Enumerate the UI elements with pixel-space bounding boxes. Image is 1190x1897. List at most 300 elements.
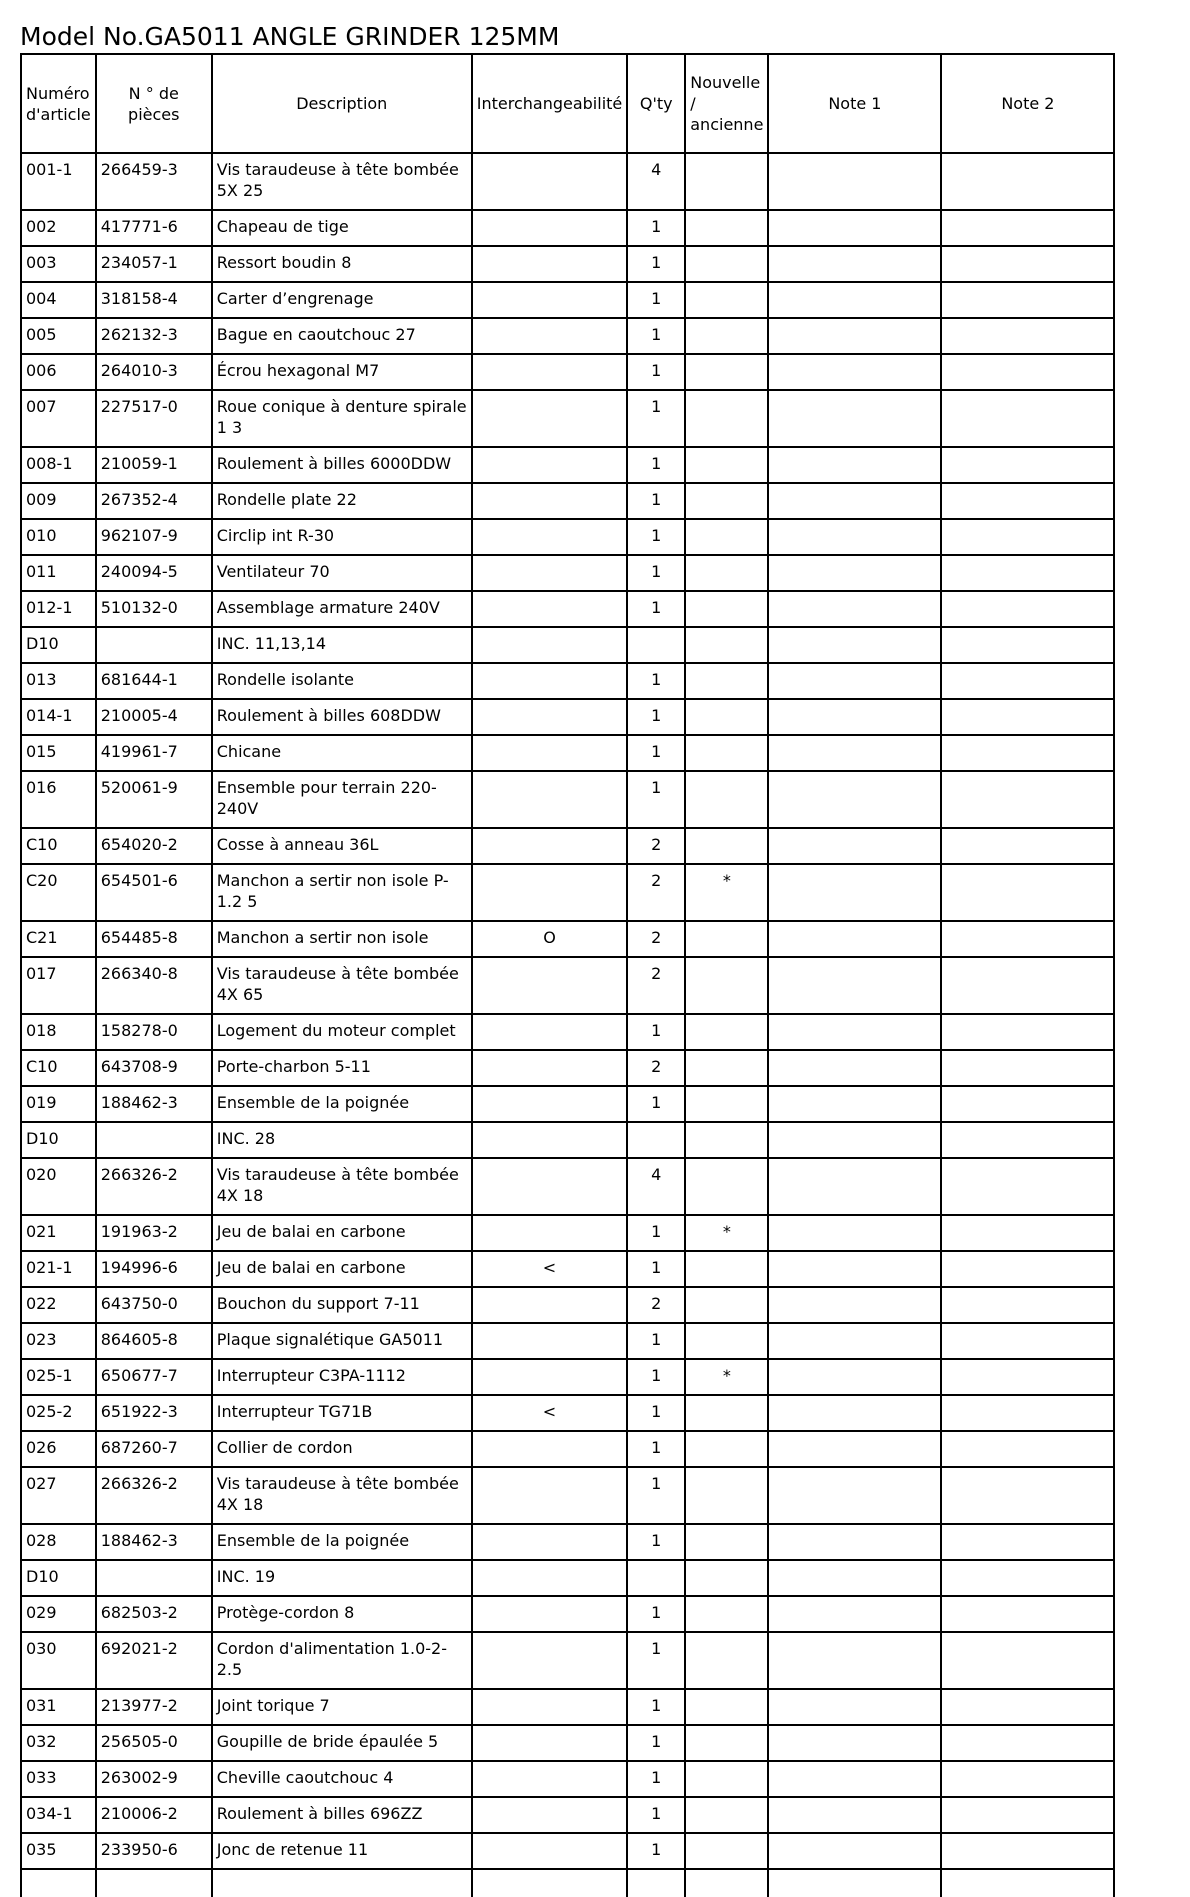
cell-empty xyxy=(768,1869,941,1897)
cell-note-1 xyxy=(768,1323,941,1359)
cell-new-old xyxy=(685,699,768,735)
cell-item-no: 025-1 xyxy=(21,1359,96,1395)
cell-part-no: 962107-9 xyxy=(96,519,212,555)
cell-part-no: 262132-3 xyxy=(96,318,212,354)
cell-part-no: 266326-2 xyxy=(96,1467,212,1524)
cell-note-2 xyxy=(941,1431,1114,1467)
cell-note-1 xyxy=(768,864,941,921)
cell-part-no: 651922-3 xyxy=(96,1395,212,1431)
cell-description: Ensemble de la poignée xyxy=(212,1524,472,1560)
cell-item-no: 005 xyxy=(21,318,96,354)
cell-empty xyxy=(627,1869,685,1897)
cell-new-old xyxy=(685,957,768,1014)
cell-description: Ressort boudin 8 xyxy=(212,246,472,282)
cell-interchangeability xyxy=(472,318,628,354)
cell-note-1 xyxy=(768,318,941,354)
cell-part-no: 188462-3 xyxy=(96,1524,212,1560)
cell-note-2 xyxy=(941,1086,1114,1122)
cell-interchangeability xyxy=(472,1086,628,1122)
cell-part-no: 654020-2 xyxy=(96,828,212,864)
cell-qty: 1 xyxy=(627,282,685,318)
cell-interchangeability xyxy=(472,1158,628,1215)
table-row xyxy=(21,1560,1114,1596)
cell-part-no: 264010-3 xyxy=(96,354,212,390)
cell-description: Roulement à billes 608DDW xyxy=(212,699,472,735)
cell-note-2 xyxy=(941,627,1114,663)
cell-note-1 xyxy=(768,1725,941,1761)
cell-item-no: 027 xyxy=(21,1467,96,1524)
cell-description: Écrou hexagonal M7 xyxy=(212,354,472,390)
cell-new-old xyxy=(685,483,768,519)
table-row xyxy=(21,627,1114,663)
cell-item-no: 028 xyxy=(21,1524,96,1560)
cell-qty: 1 xyxy=(627,1467,685,1524)
cell-new-old xyxy=(685,447,768,483)
cell-note-1 xyxy=(768,771,941,828)
cell-description: Ventilateur 70 xyxy=(212,555,472,591)
cell-part-no: 263002-9 xyxy=(96,1761,212,1797)
cell-note-1 xyxy=(768,921,941,957)
cell-part-no: 210005-4 xyxy=(96,699,212,735)
cell-note-1 xyxy=(768,735,941,771)
cell-note-1 xyxy=(768,591,941,627)
table-row xyxy=(21,771,1114,828)
cell-empty xyxy=(941,1869,1114,1897)
cell-description: Cheville caoutchouc 4 xyxy=(212,1761,472,1797)
cell-qty: 1 xyxy=(627,1833,685,1869)
table-row xyxy=(21,1524,1114,1560)
cell-note-2 xyxy=(941,390,1114,447)
cell-empty xyxy=(212,1869,472,1897)
cell-item-no: 006 xyxy=(21,354,96,390)
cell-interchangeability xyxy=(472,1122,628,1158)
cell-empty xyxy=(685,1869,768,1897)
cell-interchangeability xyxy=(472,957,628,1014)
cell-description: Porte-charbon 5-11 xyxy=(212,1050,472,1086)
cell-qty: 1 xyxy=(627,1761,685,1797)
cell-note-2 xyxy=(941,1014,1114,1050)
cell-item-no: 003 xyxy=(21,246,96,282)
cell-new-old xyxy=(685,1122,768,1158)
cell-qty: 2 xyxy=(627,828,685,864)
cell-interchangeability xyxy=(472,1215,628,1251)
table-row xyxy=(21,1467,1114,1524)
cell-note-1 xyxy=(768,663,941,699)
cell-note-2 xyxy=(941,1359,1114,1395)
cell-item-no: 018 xyxy=(21,1014,96,1050)
cell-new-old: * xyxy=(685,1215,768,1251)
cell-description: Manchon a sertir non isole P-1.2 5 xyxy=(212,864,472,921)
cell-new-old xyxy=(685,828,768,864)
cell-note-1 xyxy=(768,519,941,555)
cell-description: Jonc de retenue 11 xyxy=(212,1833,472,1869)
cell-note-2 xyxy=(941,828,1114,864)
cell-note-2 xyxy=(941,519,1114,555)
cell-new-old xyxy=(685,318,768,354)
cell-interchangeability xyxy=(472,1431,628,1467)
cell-interchangeability: < xyxy=(472,1251,628,1287)
cell-description: INC. 28 xyxy=(212,1122,472,1158)
cell-description: INC. 19 xyxy=(212,1560,472,1596)
cell-new-old xyxy=(685,555,768,591)
cell-note-2 xyxy=(941,1251,1114,1287)
cell-note-1 xyxy=(768,1431,941,1467)
cell-part-no: 318158-4 xyxy=(96,282,212,318)
cell-note-1 xyxy=(768,1560,941,1596)
cell-item-no: 031 xyxy=(21,1689,96,1725)
cell-interchangeability xyxy=(472,519,628,555)
cell-interchangeability: O xyxy=(472,921,628,957)
table-row xyxy=(21,246,1114,282)
cell-qty: 1 xyxy=(627,483,685,519)
cell-interchangeability xyxy=(472,627,628,663)
header-part-no: N ° de pièces xyxy=(96,54,212,153)
cell-description: Carter d’engrenage xyxy=(212,282,472,318)
cell-note-2 xyxy=(941,318,1114,354)
cell-qty: 2 xyxy=(627,1050,685,1086)
cell-note-1 xyxy=(768,699,941,735)
cell-new-old xyxy=(685,1689,768,1725)
cell-qty: 1 xyxy=(627,246,685,282)
cell-interchangeability xyxy=(472,390,628,447)
cell-description: Cosse à anneau 36L xyxy=(212,828,472,864)
cell-new-old xyxy=(685,771,768,828)
cell-item-no: 029 xyxy=(21,1596,96,1632)
table-row xyxy=(21,1689,1114,1725)
cell-description: Jeu de balai en carbone xyxy=(212,1215,472,1251)
header-note-2: Note 2 xyxy=(941,54,1114,153)
cell-note-1 xyxy=(768,210,941,246)
cell-description: Manchon a sertir non isole xyxy=(212,921,472,957)
cell-note-1 xyxy=(768,1761,941,1797)
cell-new-old xyxy=(685,210,768,246)
cell-description: Assemblage armature 240V xyxy=(212,591,472,627)
cell-new-old xyxy=(685,1596,768,1632)
cell-new-old xyxy=(685,921,768,957)
table-row xyxy=(21,1251,1114,1287)
table-row xyxy=(21,1323,1114,1359)
table-row xyxy=(21,1122,1114,1158)
cell-part-no: 650677-7 xyxy=(96,1359,212,1395)
cell-part-no: 188462-3 xyxy=(96,1086,212,1122)
cell-part-no xyxy=(96,1560,212,1596)
cell-interchangeability xyxy=(472,1524,628,1560)
cell-interchangeability xyxy=(472,153,628,210)
cell-description: Cordon d'alimentation 1.0-2-2.5 xyxy=(212,1632,472,1689)
table-header-row xyxy=(21,54,1114,153)
cell-note-2 xyxy=(941,1215,1114,1251)
header-new-old: Nouvelle / ancienne xyxy=(685,54,768,153)
cell-new-old xyxy=(685,282,768,318)
cell-interchangeability xyxy=(472,282,628,318)
cell-description: Interrupteur C3PA-1112 xyxy=(212,1359,472,1395)
cell-qty: 1 xyxy=(627,1632,685,1689)
cell-interchangeability xyxy=(472,447,628,483)
table-row xyxy=(21,735,1114,771)
cell-note-1 xyxy=(768,153,941,210)
table-row xyxy=(21,921,1114,957)
cell-part-no: 520061-9 xyxy=(96,771,212,828)
cell-qty: 1 xyxy=(627,1395,685,1431)
cell-part-no: 681644-1 xyxy=(96,663,212,699)
cell-note-1 xyxy=(768,1359,941,1395)
cell-interchangeability xyxy=(472,828,628,864)
cell-item-no: 010 xyxy=(21,519,96,555)
cell-note-2 xyxy=(941,246,1114,282)
cell-qty: 1 xyxy=(627,390,685,447)
cell-item-no: 030 xyxy=(21,1632,96,1689)
cell-new-old xyxy=(685,627,768,663)
cell-new-old xyxy=(685,735,768,771)
cell-description: Vis taraudeuse à tête bombée 4X 18 xyxy=(212,1467,472,1524)
cell-part-no: 654501-6 xyxy=(96,864,212,921)
cell-note-1 xyxy=(768,1215,941,1251)
cell-description: Jeu de balai en carbone xyxy=(212,1251,472,1287)
cell-note-2 xyxy=(941,591,1114,627)
cell-part-no: 510132-0 xyxy=(96,591,212,627)
table-row xyxy=(21,663,1114,699)
cell-interchangeability xyxy=(472,1689,628,1725)
cell-qty: 1 xyxy=(627,699,685,735)
cell-qty: 1 xyxy=(627,555,685,591)
cell-part-no: 234057-1 xyxy=(96,246,212,282)
cell-note-1 xyxy=(768,246,941,282)
cell-item-no: 016 xyxy=(21,771,96,828)
cell-item-no: D10 xyxy=(21,627,96,663)
cell-interchangeability xyxy=(472,1632,628,1689)
cell-qty: 1 xyxy=(627,1014,685,1050)
cell-part-no: 687260-7 xyxy=(96,1431,212,1467)
cell-note-2 xyxy=(941,1524,1114,1560)
header-note-1: Note 1 xyxy=(768,54,941,153)
cell-part-no: 643708-9 xyxy=(96,1050,212,1086)
cell-item-no: 023 xyxy=(21,1323,96,1359)
cell-qty: 1 xyxy=(627,591,685,627)
cell-qty: 1 xyxy=(627,1431,685,1467)
table-row xyxy=(21,447,1114,483)
cell-item-no: 015 xyxy=(21,735,96,771)
cell-qty xyxy=(627,1122,685,1158)
table-row xyxy=(21,1833,1114,1869)
cell-new-old xyxy=(685,591,768,627)
table-row xyxy=(21,1014,1114,1050)
table-row xyxy=(21,1797,1114,1833)
cell-new-old xyxy=(685,1050,768,1086)
cell-part-no: 654485-8 xyxy=(96,921,212,957)
cell-qty xyxy=(627,627,685,663)
cell-item-no: 013 xyxy=(21,663,96,699)
cell-new-old xyxy=(685,153,768,210)
cell-item-no: 035 xyxy=(21,1833,96,1869)
cell-item-no: 034-1 xyxy=(21,1797,96,1833)
cell-qty: 1 xyxy=(627,519,685,555)
cell-note-1 xyxy=(768,354,941,390)
cell-item-no: 033 xyxy=(21,1761,96,1797)
cell-empty xyxy=(472,1869,628,1897)
cell-interchangeability xyxy=(472,1467,628,1524)
cell-note-1 xyxy=(768,447,941,483)
cell-description: Logement du moteur complet xyxy=(212,1014,472,1050)
cell-part-no: 210059-1 xyxy=(96,447,212,483)
cell-new-old xyxy=(685,1524,768,1560)
cell-note-1 xyxy=(768,1833,941,1869)
cell-qty: 1 xyxy=(627,1689,685,1725)
cell-new-old xyxy=(685,1251,768,1287)
page-title: Model No.GA5011 ANGLE GRINDER 125MM xyxy=(20,22,560,51)
table-row xyxy=(21,1431,1114,1467)
cell-description: INC. 11,13,14 xyxy=(212,627,472,663)
cell-description: Rondelle plate 22 xyxy=(212,483,472,519)
cell-item-no: 019 xyxy=(21,1086,96,1122)
cell-interchangeability xyxy=(472,1359,628,1395)
cell-note-2 xyxy=(941,699,1114,735)
cell-note-1 xyxy=(768,1014,941,1050)
parts-table-body xyxy=(21,153,1114,1897)
cell-part-no: 266459-3 xyxy=(96,153,212,210)
table-row-cut-off xyxy=(21,1869,1114,1897)
cell-description: Protège-cordon 8 xyxy=(212,1596,472,1632)
cell-interchangeability xyxy=(472,555,628,591)
cell-interchangeability xyxy=(472,699,628,735)
table-row xyxy=(21,1359,1114,1395)
cell-new-old xyxy=(685,354,768,390)
cell-note-1 xyxy=(768,1797,941,1833)
table-row xyxy=(21,864,1114,921)
cell-new-old xyxy=(685,1086,768,1122)
cell-empty xyxy=(21,1869,96,1897)
cell-note-2 xyxy=(941,354,1114,390)
cell-note-1 xyxy=(768,957,941,1014)
cell-note-2 xyxy=(941,1632,1114,1689)
table-row xyxy=(21,153,1114,210)
cell-new-old xyxy=(685,1158,768,1215)
cell-description: Goupille de bride épaulée 5 xyxy=(212,1725,472,1761)
cell-note-1 xyxy=(768,1632,941,1689)
cell-note-2 xyxy=(941,1689,1114,1725)
cell-interchangeability xyxy=(472,591,628,627)
cell-interchangeability xyxy=(472,1014,628,1050)
cell-note-1 xyxy=(768,1524,941,1560)
cell-interchangeability xyxy=(472,483,628,519)
cell-qty: 2 xyxy=(627,957,685,1014)
cell-qty: 1 xyxy=(627,735,685,771)
cell-qty: 4 xyxy=(627,1158,685,1215)
cell-qty: 4 xyxy=(627,153,685,210)
table-row xyxy=(21,1725,1114,1761)
cell-note-1 xyxy=(768,555,941,591)
cell-new-old xyxy=(685,519,768,555)
header-item-no: Numéro d'article xyxy=(21,54,96,153)
table-row xyxy=(21,1287,1114,1323)
cell-description: Vis taraudeuse à tête bombée 5X 25 xyxy=(212,153,472,210)
cell-interchangeability xyxy=(472,663,628,699)
cell-note-1 xyxy=(768,627,941,663)
cell-new-old xyxy=(685,1467,768,1524)
cell-item-no: 014-1 xyxy=(21,699,96,735)
cell-qty: 1 xyxy=(627,354,685,390)
cell-part-no: 191963-2 xyxy=(96,1215,212,1251)
cell-note-2 xyxy=(941,1560,1114,1596)
cell-new-old xyxy=(685,1560,768,1596)
cell-note-1 xyxy=(768,1287,941,1323)
cell-qty: 1 xyxy=(627,1797,685,1833)
cell-note-2 xyxy=(941,555,1114,591)
cell-note-2 xyxy=(941,1725,1114,1761)
parts-table xyxy=(20,53,1115,1897)
cell-item-no: 001-1 xyxy=(21,153,96,210)
cell-new-old: * xyxy=(685,1359,768,1395)
cell-part-no: 643750-0 xyxy=(96,1287,212,1323)
cell-new-old xyxy=(685,1725,768,1761)
cell-note-1 xyxy=(768,1467,941,1524)
table-row xyxy=(21,1395,1114,1431)
cell-item-no: 004 xyxy=(21,282,96,318)
table-row xyxy=(21,699,1114,735)
cell-note-2 xyxy=(941,864,1114,921)
cell-part-no: 266340-8 xyxy=(96,957,212,1014)
cell-item-no: 026 xyxy=(21,1431,96,1467)
cell-qty: 1 xyxy=(627,1596,685,1632)
cell-note-1 xyxy=(768,1122,941,1158)
cell-item-no: 017 xyxy=(21,957,96,1014)
cell-new-old xyxy=(685,663,768,699)
table-row xyxy=(21,282,1114,318)
cell-qty: 1 xyxy=(627,210,685,246)
cell-part-no: 417771-6 xyxy=(96,210,212,246)
cell-description: Joint torique 7 xyxy=(212,1689,472,1725)
cell-note-2 xyxy=(941,957,1114,1014)
cell-new-old xyxy=(685,1287,768,1323)
cell-new-old xyxy=(685,1833,768,1869)
cell-qty: 1 xyxy=(627,663,685,699)
cell-part-no: 692021-2 xyxy=(96,1632,212,1689)
cell-description: Interrupteur TG71B xyxy=(212,1395,472,1431)
cell-item-no: 007 xyxy=(21,390,96,447)
cell-part-no: 864605-8 xyxy=(96,1323,212,1359)
cell-item-no: C10 xyxy=(21,1050,96,1086)
cell-note-2 xyxy=(941,1467,1114,1524)
cell-note-1 xyxy=(768,1086,941,1122)
cell-note-2 xyxy=(941,282,1114,318)
cell-interchangeability xyxy=(472,1323,628,1359)
table-row xyxy=(21,1596,1114,1632)
cell-note-2 xyxy=(941,921,1114,957)
table-row xyxy=(21,390,1114,447)
cell-qty: 1 xyxy=(627,771,685,828)
cell-description: Roulement à billes 6000DDW xyxy=(212,447,472,483)
cell-note-1 xyxy=(768,1158,941,1215)
cell-new-old: * xyxy=(685,864,768,921)
table-row xyxy=(21,555,1114,591)
cell-interchangeability xyxy=(472,1797,628,1833)
cell-interchangeability xyxy=(472,210,628,246)
cell-qty: 1 xyxy=(627,1086,685,1122)
cell-part-no: 227517-0 xyxy=(96,390,212,447)
cell-part-no: 210006-2 xyxy=(96,1797,212,1833)
cell-note-2 xyxy=(941,1395,1114,1431)
table-row xyxy=(21,828,1114,864)
header-interchangeability: Interchangeabilité xyxy=(472,54,628,153)
cell-item-no: 002 xyxy=(21,210,96,246)
cell-interchangeability xyxy=(472,1050,628,1086)
cell-part-no: 682503-2 xyxy=(96,1596,212,1632)
cell-interchangeability xyxy=(472,354,628,390)
header-description: Description xyxy=(212,54,472,153)
cell-description: Roulement à billes 696ZZ xyxy=(212,1797,472,1833)
cell-description: Bague en caoutchouc 27 xyxy=(212,318,472,354)
cell-new-old xyxy=(685,1395,768,1431)
cell-note-2 xyxy=(941,1158,1114,1215)
